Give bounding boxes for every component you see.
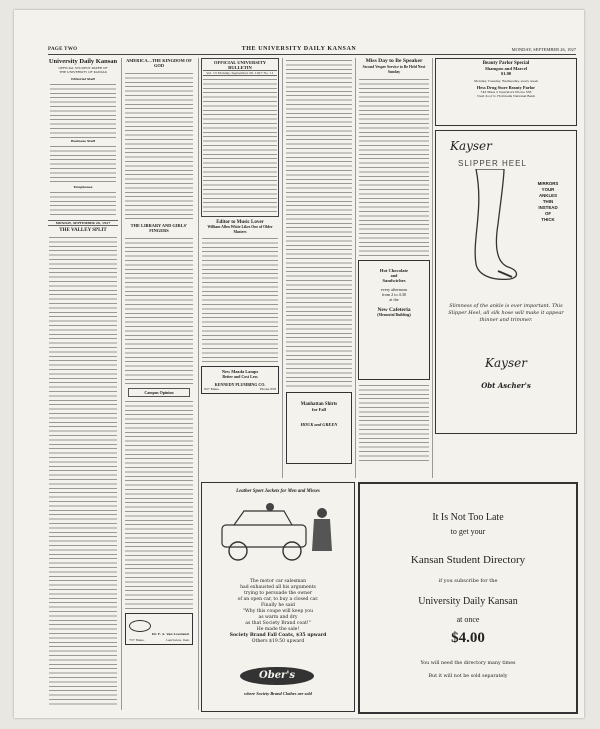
article-body-editor bbox=[202, 236, 278, 364]
paper-subtitle-1: OFFICIAL STUDENT PAPER OF bbox=[58, 66, 108, 70]
article-headline-library: THE LIBRARY AND GIRLS' FINGERS bbox=[130, 222, 188, 234]
column-bulletin bbox=[201, 58, 279, 478]
editorial-headline: THE VALLEY SPLIT bbox=[59, 228, 107, 233]
article-subhead-editor: William Allen White Likes One of Older Masters bbox=[207, 225, 273, 234]
directory-line-2: to get your bbox=[450, 527, 486, 536]
beauty-line-4: Monday, Tuesday, Wednesday, every week bbox=[474, 79, 538, 83]
bulletin-body bbox=[203, 77, 277, 215]
page-header bbox=[14, 10, 584, 56]
cafeteria-line-7: New Cafeteria bbox=[377, 306, 411, 313]
continued-article-body bbox=[286, 58, 352, 388]
cafeteria-line-1: Hot Chocolate bbox=[379, 267, 409, 273]
column-vesper bbox=[358, 58, 430, 478]
manhattan-shirts-ad bbox=[286, 392, 352, 464]
optometrist-ad bbox=[125, 613, 193, 645]
optometrist-address: 737 Mass. bbox=[129, 637, 145, 642]
beauty-parlor-ad bbox=[435, 58, 577, 126]
telephones-heading: Telephones bbox=[73, 185, 93, 189]
directory-price: $4.00 bbox=[451, 630, 485, 646]
editorial-staff-heading: Editorial Staff bbox=[71, 77, 95, 81]
optometrist-city: Lawrence, Kan. bbox=[166, 637, 190, 642]
kennedy-line-3: KENNEDY PLUMBING CO. bbox=[214, 382, 266, 388]
editorial-dateline: MONDAY, SEPTEMBER 26, 1927 bbox=[48, 220, 118, 226]
optometrist-name: Dr. F. A. Van Loveland bbox=[152, 631, 189, 636]
car-illustration bbox=[214, 501, 342, 567]
campus-opinion-heading: Campus Opinion bbox=[144, 389, 174, 395]
editorial-body bbox=[49, 235, 117, 705]
cafeteria-line-4: every afternoon bbox=[380, 286, 408, 292]
vesper-body-continued bbox=[359, 383, 429, 463]
beauty-line-3: $1.00 bbox=[500, 71, 512, 76]
article-body-library bbox=[125, 236, 193, 386]
vesper-headline: Miss Day to Be Speaker bbox=[365, 58, 423, 64]
directory-line-5: University Daily Kansan bbox=[418, 596, 518, 607]
bulletin-box bbox=[201, 58, 279, 217]
cafeteria-line-3: Sandwiches bbox=[382, 277, 406, 283]
leather-jacket-ad bbox=[201, 482, 355, 712]
kennedy-plumbing-ad bbox=[201, 366, 279, 394]
directory-line-9: But it will not be sold separately bbox=[428, 674, 508, 679]
article-headline-editor: Editor to Music Lover bbox=[216, 220, 264, 225]
cafeteria-line-2: and bbox=[390, 272, 398, 278]
houk-green-logo: HOUK and GREEN bbox=[300, 422, 338, 427]
paper-subtitle-2: THE UNIVERSITY OF KANSAS bbox=[59, 70, 107, 74]
kennedy-phone: Phone 658 bbox=[259, 387, 276, 392]
business-list bbox=[50, 144, 116, 184]
bulletin-title: OFFICIAL UNIVERSITY BULLETIN bbox=[213, 60, 267, 70]
kayser-hosiery-ad bbox=[435, 130, 577, 434]
directory-line-1: It Is Not Too Late bbox=[432, 512, 504, 523]
cafeteria-line-8: (Memorial Building) bbox=[377, 312, 411, 317]
kennedy-line-1: New Mazda Lamps bbox=[221, 369, 259, 375]
header-rule bbox=[48, 54, 576, 55]
beauty-line-5: Hess Drug Store Beauty Parlor bbox=[476, 85, 536, 90]
student-directory-ad bbox=[358, 482, 578, 714]
jacket-ad-copy: The motor car salesman had exhausted all his arguments trying to persuade the owner of an open car, to buy a closed car. Finally he said "Why this coupe will keep you as warm and dry as that Society Brand coat!" He made the sale! Society Brand Fall Coats, $35 upward Others $19.50 upward bbox=[229, 579, 327, 644]
staff-list bbox=[50, 82, 116, 138]
column-continuation bbox=[285, 58, 353, 478]
obers-logo: Ober's bbox=[240, 667, 314, 685]
beauty-line-2: Shampoo and Marcel bbox=[484, 66, 528, 71]
kayser-slogan: MIRRORS YOUR ANKLES THIN INSTEAD OF THICK bbox=[537, 181, 559, 222]
telephones-list bbox=[50, 190, 116, 218]
stocking-leg-illustration bbox=[446, 169, 536, 289]
column-articles bbox=[124, 58, 194, 710]
eyeglasses-icon bbox=[129, 620, 151, 632]
column-ads-right bbox=[435, 58, 577, 478]
business-staff-heading: Business Staff bbox=[70, 139, 96, 143]
kennedy-address: 937 Mass. bbox=[204, 387, 220, 392]
article-headline-america: AMERICA—THE KINGDOM OF GOD bbox=[126, 58, 192, 69]
jacket-ad-title: Leather Sport Jackets for Men and Misses bbox=[236, 489, 320, 494]
directory-line-3: Kansan Student Directory bbox=[410, 554, 526, 566]
cafeteria-line-6: at the bbox=[389, 296, 399, 302]
beauty-line-7: Next door to Hornnells National Bank bbox=[477, 94, 535, 98]
kennedy-line-2: Better and Cost Less bbox=[222, 374, 258, 380]
directory-line-8: You will need the directory many times bbox=[420, 661, 516, 666]
kayser-logo-top: Kayser bbox=[450, 139, 492, 153]
slipper-heel-title: SLIPPER HEEL bbox=[458, 159, 527, 168]
vesper-subhead: Second Vesper Service to Be Held Next Sunday bbox=[362, 65, 426, 74]
vesper-body bbox=[359, 77, 429, 257]
directory-line-4: if you subscribe for the bbox=[438, 578, 498, 584]
header-date: MONDAY, SEPTEMBER 26, 1927 bbox=[511, 47, 576, 52]
cafeteria-ad bbox=[358, 260, 430, 380]
page-number: PAGE TWO bbox=[48, 47, 78, 52]
beauty-line-1: Beauty Parlor Special bbox=[482, 61, 530, 66]
kayser-logo-bottom: Kayser bbox=[485, 356, 527, 370]
directory-line-6: at once bbox=[456, 615, 480, 624]
obers-tagline: where Society Brand Clothes are sold bbox=[244, 691, 312, 696]
campus-opinion-box bbox=[128, 388, 190, 397]
masthead: THE UNIVERSITY DAILY KANSAN bbox=[241, 46, 357, 52]
newspaper-page bbox=[14, 10, 584, 718]
article-body-america bbox=[125, 71, 193, 221]
paper-title: University Daily Kansan bbox=[48, 58, 118, 65]
manhattan-line-2: for Fall bbox=[312, 407, 326, 412]
beauty-line-6: 743 Mass 2 Operators Phone 536 bbox=[480, 90, 532, 94]
obt-aschers-logo: Obt Ascher's bbox=[481, 381, 531, 390]
cafeteria-line-5: from 2 to 4:30 bbox=[381, 291, 407, 297]
column-editorial bbox=[48, 58, 118, 710]
kayser-copy: Slimness of the ankle is ever important. This Slipper Heel, all silk hose will make it appear thinner and trimmer. bbox=[448, 303, 564, 323]
bulletin-meta: Vol. 13 Monday, September 26, 1927 No. 11 bbox=[203, 70, 277, 76]
campus-opinion-body bbox=[125, 399, 193, 611]
manhattan-line-1: Manhattan Shirts bbox=[300, 402, 338, 407]
